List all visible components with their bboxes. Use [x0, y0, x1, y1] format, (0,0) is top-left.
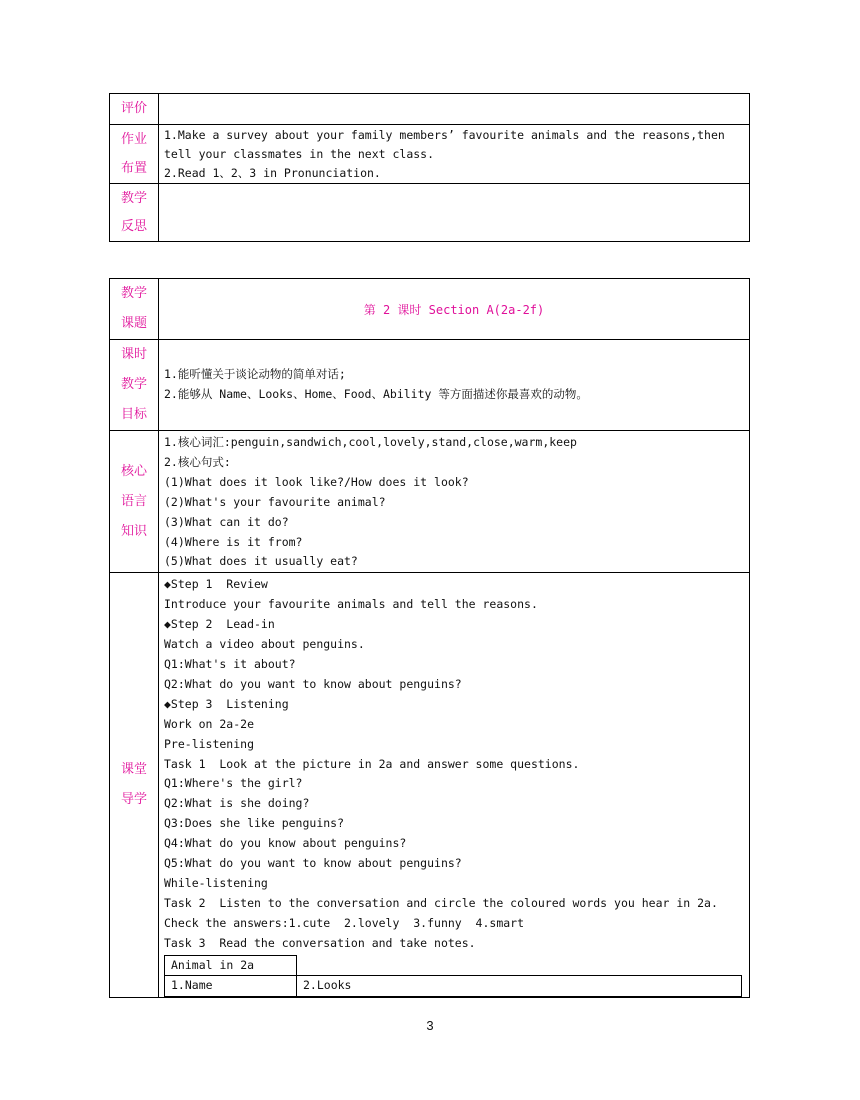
goal-line: 1.能听懂关于谈论动物的简单对话;	[164, 367, 346, 382]
evaluation-table	[109, 93, 750, 242]
notes-table	[164, 955, 742, 998]
knowledge-line: (1)What does it look like?/How does it look?	[164, 474, 469, 489]
notes-col-looks: 2.Looks	[297, 976, 742, 997]
guide-label: 课堂 导学	[110, 573, 159, 998]
guide-line: Q1:Where's the girl?	[164, 776, 303, 791]
guide-line: Work on 2a-2e	[164, 716, 255, 731]
guide-line: Pre-listening	[164, 736, 255, 751]
knowledge-line: (2)What's your favourite animal?	[164, 494, 386, 509]
guide-line: Task 3 Read the conversation and take notes.	[164, 935, 476, 950]
knowledge-label: 核心 语言 知识	[110, 431, 159, 573]
homework-label: 作业 布置	[110, 125, 159, 184]
guide-line: Watch a video about penguins.	[164, 637, 365, 652]
lesson-plan-table	[109, 278, 750, 998]
guide-line: Q4:What do you know about penguins?	[164, 836, 407, 851]
guide-line: Q3:Does she like penguins?	[164, 816, 345, 831]
notes-header: Animal in 2a	[165, 955, 297, 976]
guide-content	[159, 573, 750, 998]
homework-line: 1.Make a survey about your family members’ favourite animals and the reasons,then	[164, 128, 725, 142]
topic-label: 教学 课题	[110, 279, 159, 340]
guide-line: Q1:What's it about?	[164, 656, 296, 671]
knowledge-line: 1.核心词汇:penguin,sandwich,cool,lovely,stand,close,warm,keep	[164, 435, 577, 449]
guide-line: ◆Step 1 Review	[164, 577, 268, 592]
guide-line: Task 2 Listen to the conversation and circle the coloured words you hear in 2a.	[164, 895, 718, 910]
knowledge-content	[159, 431, 750, 573]
knowledge-line: (5)What does it usually eat?	[164, 554, 358, 569]
evaluation-label: 评价	[110, 94, 159, 125]
goal-line: 2.能够从 Name、Looks、Home、Food、Ability 等方面描述你最喜欢的动物。	[164, 387, 588, 401]
guide-line: Q2:What is she doing?	[164, 796, 310, 811]
guide-line: ◆Step 3 Listening	[164, 696, 289, 711]
knowledge-line: (3)What can it do?	[164, 514, 289, 529]
lesson-title: 第 2 课时 Section A(2a-2f)	[159, 279, 750, 340]
evaluation-content	[159, 94, 750, 125]
guide-line: Q5:What do you want to know about penguins?	[164, 856, 462, 871]
notes-header-blank	[297, 955, 742, 976]
reflection-label: 教学 反思	[110, 184, 159, 242]
page-number: 3	[426, 1018, 434, 1033]
homework-line: tell your classmates in the next class.	[164, 147, 435, 161]
guide-line: Check the answers:1.cute 2.lovely 3.funny 4.smart	[164, 915, 525, 930]
guide-line: While-listening	[164, 875, 268, 890]
notes-col-name: 1.Name	[165, 976, 297, 997]
goals-label: 课时 教学 目标	[110, 340, 159, 431]
reflection-content	[159, 184, 750, 242]
homework-content	[159, 125, 750, 184]
guide-line: Task 1 Look at the picture in 2a and answer some questions.	[164, 756, 580, 771]
goals-content	[159, 340, 750, 431]
guide-line: Introduce your favourite animals and tell the reasons.	[164, 597, 538, 612]
homework-line: 2.Read 1、2、3 in Pronunciation.	[164, 166, 381, 180]
knowledge-line: 2.核心句式:	[164, 454, 231, 469]
guide-line: ◆Step 2 Lead-in	[164, 617, 275, 632]
guide-line: Q2:What do you want to know about penguins?	[164, 676, 462, 691]
knowledge-line: (4)Where is it from?	[164, 534, 303, 549]
